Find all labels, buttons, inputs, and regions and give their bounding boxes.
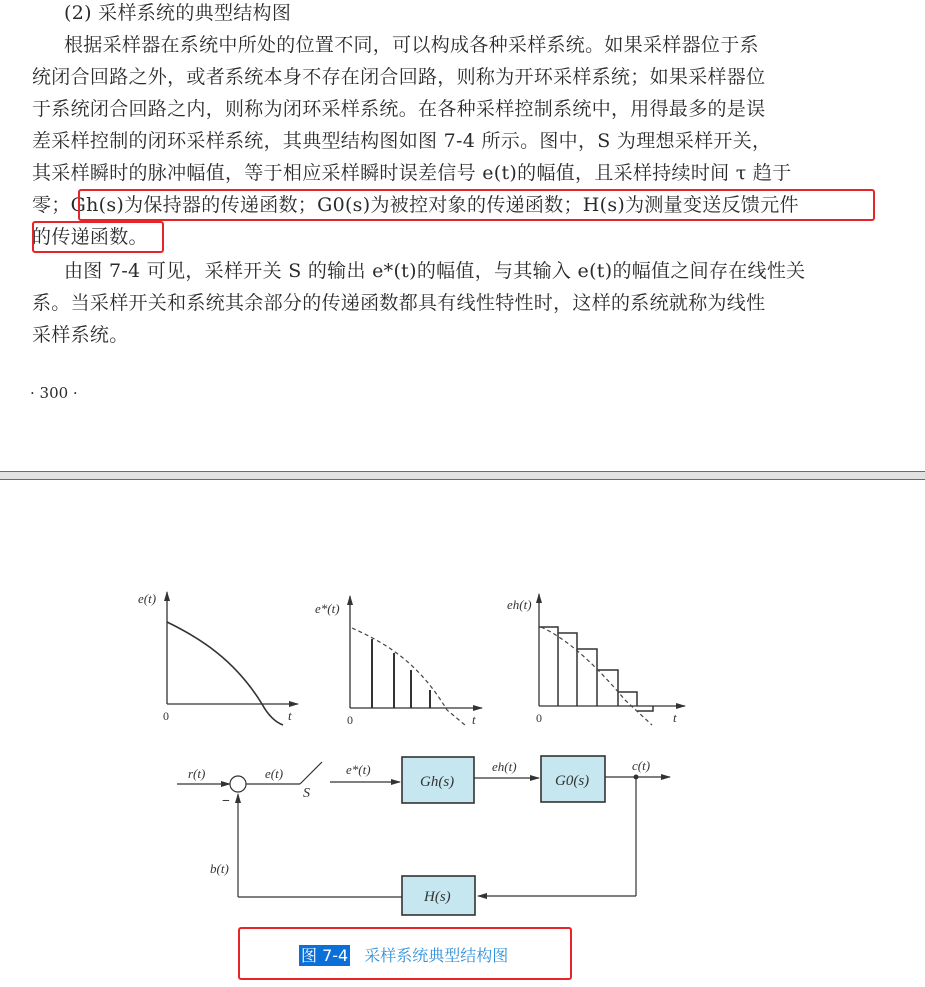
block-hold-label: Gh(s) [420, 774, 455, 790]
block-feedback-label: H(s) [424, 889, 451, 905]
highlighted-text: Gh(s)为保持器的传递函数；G0(s)为被控对象的传递函数；H(s)为测量变送反馈元件 [70, 194, 799, 216]
paragraph1-line3: 于系统闭合回路之内，则称为闭环采样系统。在各种采样控制系统中，用得最多的是误 [32, 98, 766, 120]
sampling-switch [300, 762, 322, 784]
paragraph2-line2: 系。当采样开关和系统其余部分的传递函数都具有线性特性时，这样的系统就称为线性 [32, 292, 766, 314]
plot1-ylabel: e(t) [138, 591, 157, 606]
svg-text:b(t): b(t) [210, 861, 229, 876]
svg-text:−: − [222, 794, 230, 809]
paragraph1-line7: 的传递函数。 [32, 226, 148, 248]
plot-sampled-signal [350, 596, 482, 725]
line6-prefix: 零； [32, 194, 71, 216]
caption-number[interactable]: 图 7-4 [301, 946, 349, 965]
paragraph1-line2: 统闭合回路之外，或者系统本身不存在闭合回路，则称为开环采样系统；如果采样器位 [32, 66, 766, 88]
figure-caption [299, 943, 508, 966]
svg-text:t: t [288, 708, 292, 723]
svg-text:t: t [472, 712, 476, 727]
svg-text:0: 0 [347, 713, 353, 727]
svg-text:0: 0 [536, 711, 542, 725]
plot2-ylabel: e*(t) [315, 601, 340, 616]
plot3-ylabel: eh(t) [507, 597, 532, 612]
svg-text:r(t): r(t) [188, 766, 206, 781]
section-heading: (2) 采样系统的典型结构图 [64, 2, 292, 24]
svg-text:e(t): e(t) [265, 766, 284, 781]
svg-text:t: t [673, 710, 677, 725]
paragraph1-line1: 根据采样器在系统中所处的位置不同，可以构成各种采样系统。如果采样器位于系 [64, 34, 759, 56]
plot-held-signal [539, 594, 685, 725]
paragraph2-line3: 采样系统。 [32, 324, 129, 346]
paragraph2-line1: 由图 7-4 可见，采样开关 S 的输出 e*(t)的幅值，与其输入 e(t)的幅值之间存在线性关 [64, 260, 806, 282]
block-plant-label: G0(s) [555, 773, 590, 789]
paragraph1-line5: 其采样瞬时的脉冲幅值，等于相应采样瞬时误差信号 e(t)的幅值，且采样持续时间 τ 趋于 [32, 162, 792, 184]
page-number: · 300 · [30, 384, 78, 402]
svg-text:S: S [303, 786, 310, 801]
svg-text:e*(t): e*(t) [346, 762, 371, 777]
plot-continuous-signal [167, 592, 298, 725]
paragraph1-line4: 差采样控制的闭环采样系统，其典型结构图如图 7-4 所示。图中，S 为理想采样开关， [32, 130, 772, 152]
svg-text:0: 0 [163, 709, 169, 723]
caption-title: 采样系统典型结构图 [364, 946, 509, 965]
svg-text:eh(t): eh(t) [492, 759, 517, 774]
svg-text:c(t): c(t) [632, 758, 651, 773]
summing-junction [230, 776, 246, 792]
